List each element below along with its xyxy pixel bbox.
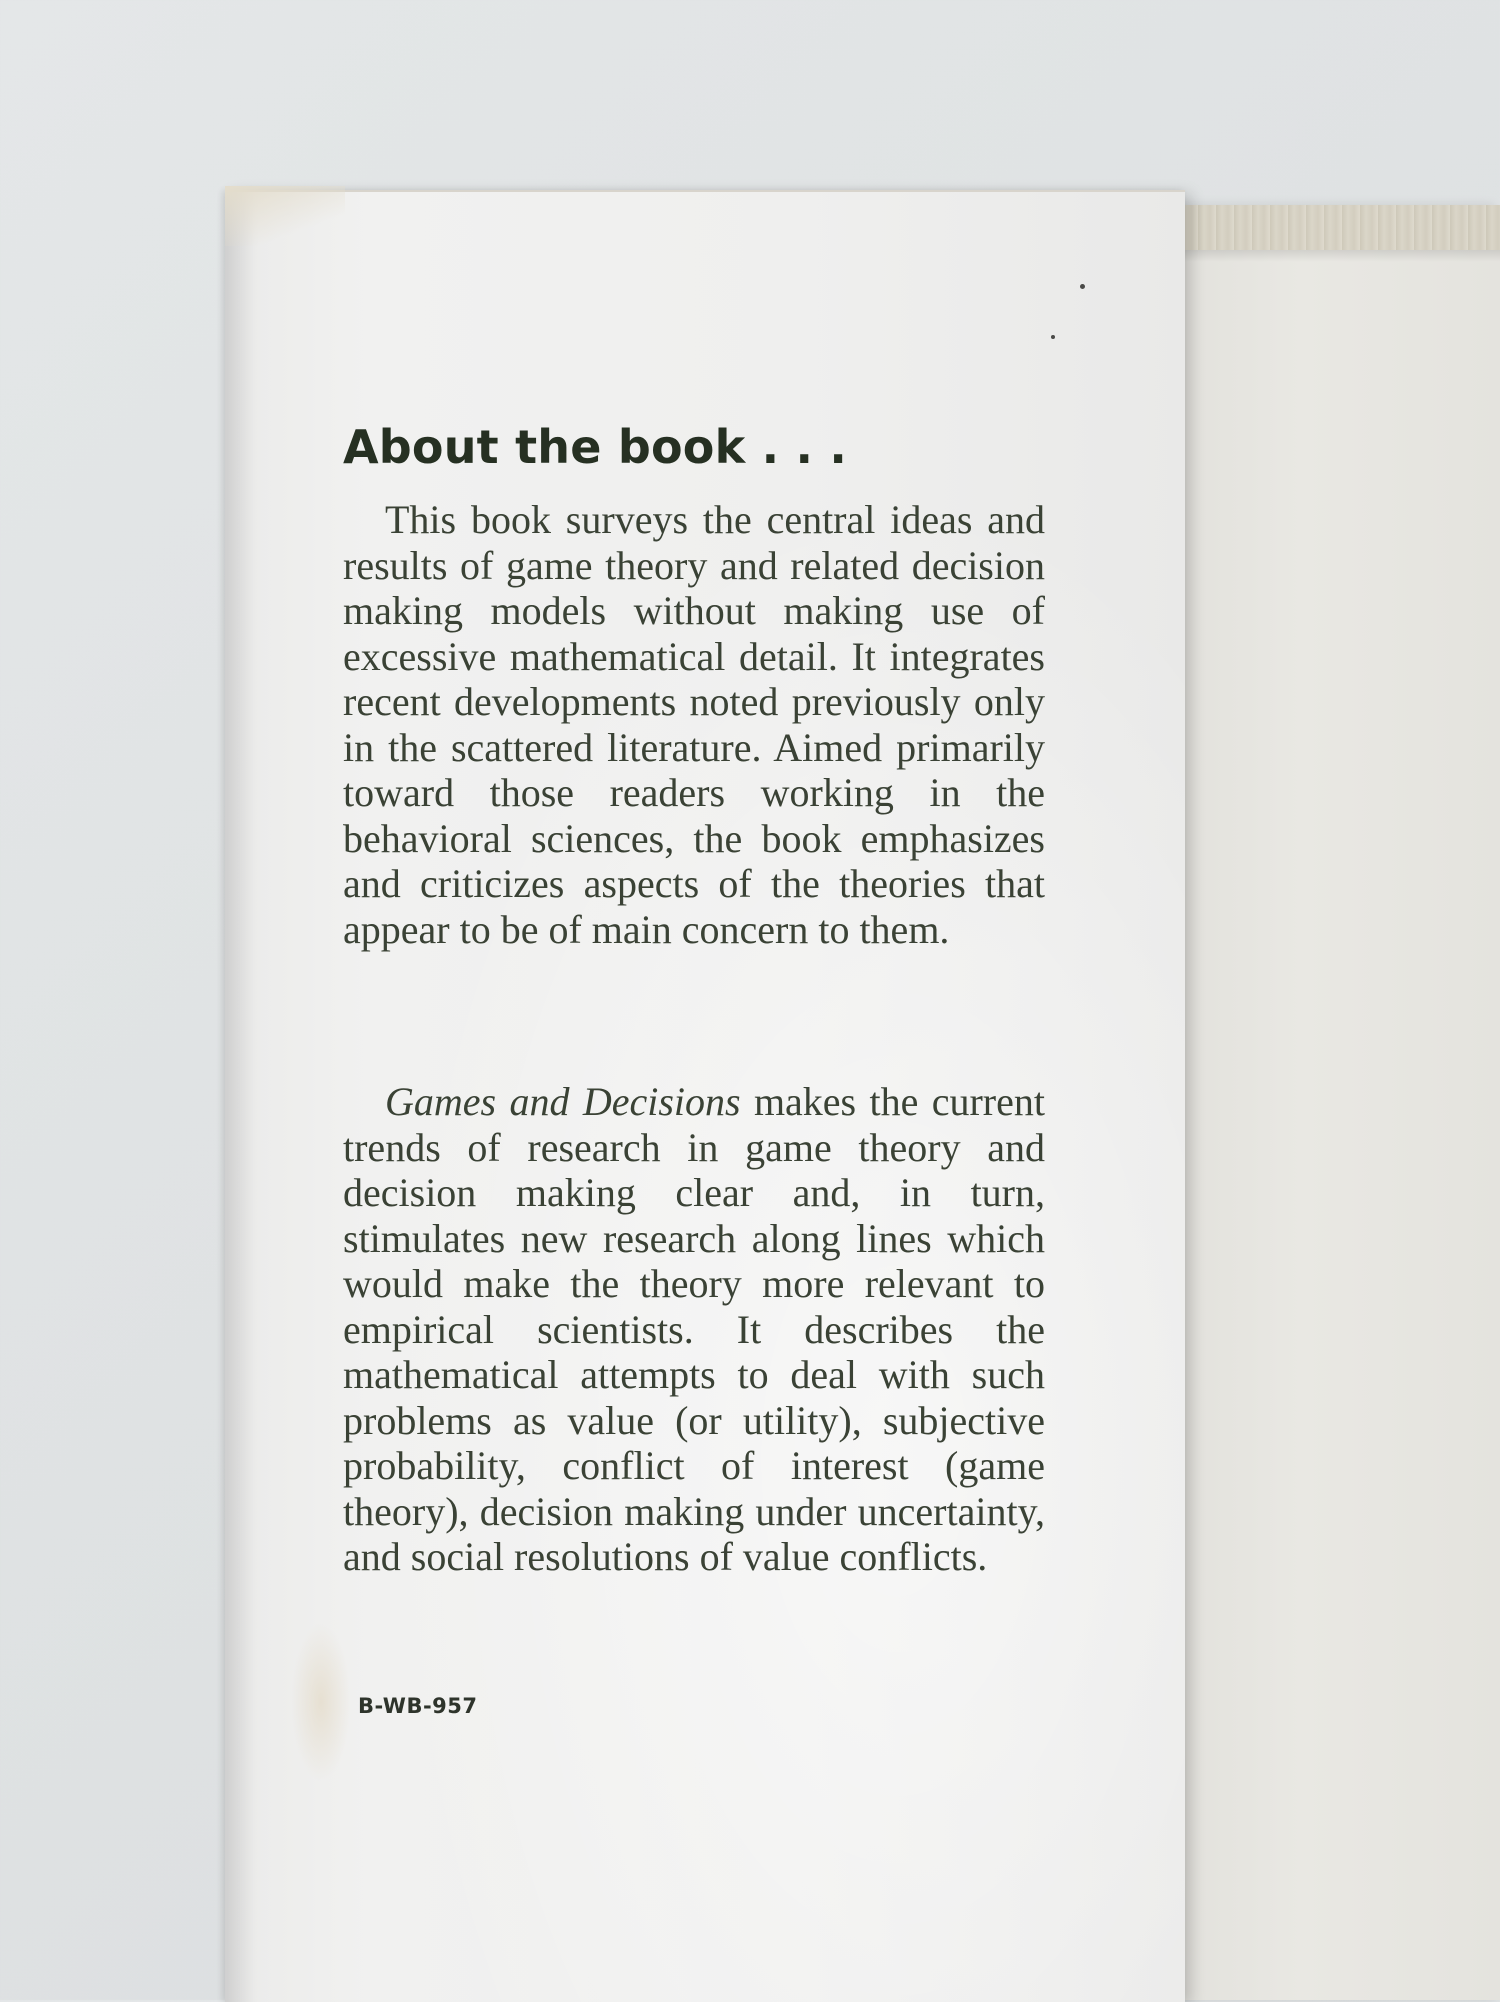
- dust-jacket-flap: [225, 190, 1185, 2002]
- paragraph-1-text: This book surveys the central ideas and results of game theory and related decision making models without making use of excessive mathematical detail. It integrates recent developments noted previously only in the scattered literature. Aimed primarily toward those readers working in the behavioral sciences, the book emphasizes and criticizes aspects of the theories that appear to be of main concern to them.: [343, 497, 1045, 952]
- paper-speck: [1080, 284, 1085, 289]
- book-title-italic: Games and Decisions: [385, 1079, 741, 1124]
- torn-corner: [225, 186, 345, 246]
- back-board: [1170, 205, 1500, 2000]
- flap-heading: About the book . . .: [343, 420, 848, 474]
- description-paragraph-1: [343, 497, 1045, 952]
- book-page-edges: [1180, 205, 1500, 250]
- paper-speck: [1051, 335, 1055, 339]
- paper-stain: [291, 1622, 351, 1782]
- paragraph-2-text: makes the current trends of research in game theory and decision making clear and, in turn, stimulates new research along lines which would make the theory more relevant to empirical scientists. It describes the mathematical attempts to deal with such problems as value (or utility), subjective probability, conflict of interest (game theory), decision making under uncertainty, and social resolutions of value conflicts.: [343, 1079, 1045, 1579]
- flap-shadow: [1180, 250, 1500, 262]
- description-paragraph-2: [343, 1079, 1045, 1580]
- catalog-code: B-WB-957: [358, 1694, 478, 1718]
- flap-fold-shading: [225, 192, 259, 2002]
